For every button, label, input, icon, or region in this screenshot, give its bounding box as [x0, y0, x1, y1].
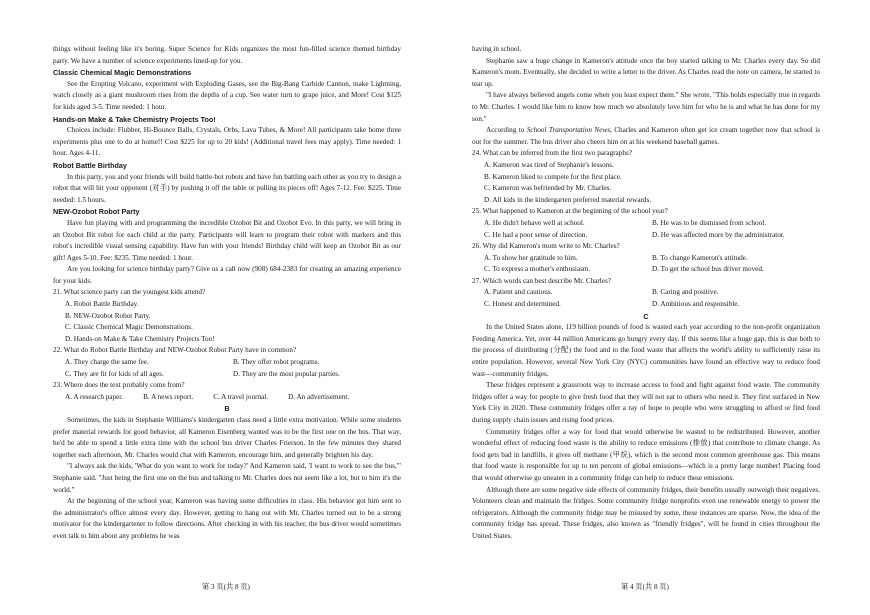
option: A. Robot Battle Birthday.	[65, 300, 139, 309]
question-27: 27. Which words can best describe Mr. Charles?	[472, 276, 611, 285]
option: D. To get the school bus driver moved.	[652, 265, 764, 274]
question-23: 23. Where does the text probably come from?	[53, 381, 185, 390]
question-22: 22. What do Robot Battle Birthday and NEW-Ozobot Robot Party have in common?	[53, 346, 297, 355]
option: A. A research paper.	[65, 392, 124, 401]
question-26: 26. Why did Kameron's mom write to Mr. Charles?	[472, 242, 620, 251]
option-row	[472, 230, 820, 242]
option: D. An advertisement.	[288, 392, 350, 401]
paragraph: Have fun playing with and programming the incredible Ozobot Bit and Ozobot Evo. In this party, we will bring in an Ozobot Bit robot for each child at the party. Participants will learn to program their robot with markers and this robot's incredible visual sensing capability. Have fun with your friends! Birthday child will keep an Ozobot Bit as our gift! Ages 5-10. Fee: $235. Time needed: 1 hour.	[53, 218, 401, 262]
option: B. Kameron liked to compete for the first place.	[484, 172, 622, 181]
section-heading: Robot Battle Birthday	[53, 160, 127, 170]
section-label-b: B	[224, 404, 230, 414]
paragraph: Although there are some negative side effects of community fridges, their benefits usually outweigh their negatives. Volunteers clean and maintain the fridges. Some community fridge nonprofits even use renewable energy to power the refrigerators. Although the community fridge may be misused by some, these instances are sparse. Now, the idea of the community fridge has spread. These fridges, also known as "friendly fridges", will be found in cities throughout the United States.	[472, 485, 820, 540]
page-number-right: 第 4 页(共 8 页)	[621, 583, 669, 591]
paragraph: "I always ask the kids, 'What do you want to work for today?' And Kameron said, 'I want to work to see the bus,'" Stephanie said. "Just being the first one on the bus and talking to Mr. Charles does not seem like a lot, but to him it's the world."	[53, 462, 401, 494]
option-row	[472, 287, 820, 299]
option: D. Ambitious and responsible.	[652, 300, 740, 309]
question-24: 24. What can be inferred from the first two paragraphs?	[472, 149, 632, 158]
paragraph: See the Erupting Volcano, experiment with Exploding Gases, see the Big-Bang Carbide Cannon, make Lightning, watch closely as a giant mushroom rises from the depths of a cup. See water turn to grape juice, and More! Cost $125 for kids aged 3-5. Time needed: 1 hour.	[53, 79, 401, 111]
section-label-c: C	[643, 311, 649, 321]
paragraph: Stephanie saw a huge change in Kameron's attitude once the boy started talking to Mr. Charles every day. So did Kameron's mom. Eventually, she decided to write a letter to the driver. As Charles read the note on camera, he started to tear up.	[472, 56, 820, 88]
option: C. Kameron was befriended by Mr. Charles.	[484, 184, 612, 193]
publication-title: School Transportation News	[526, 126, 610, 135]
option: C. Classic Chemical Magic Demonstrations.	[65, 323, 193, 332]
option-row	[472, 264, 820, 276]
section-heading: NEW-Ozobot Robot Party	[53, 207, 140, 217]
option: A. To show her gratitude to him.	[484, 253, 578, 262]
option-row	[472, 253, 820, 265]
paragraph: At the beginning of the school year, Kameron was having some difficulties in class. His behavior got him sent to the administrator's office almost every day. However, getting to hang out with Mr. Charles turned out to be a strong motivator for the kindergartener to follow directions. After checking in with his teacher, the bus driver would sometimes even talk to him about any problems he was	[53, 497, 401, 540]
section-heading: Hands-on Make & Take Chemistry Projects Too!	[53, 114, 216, 124]
option: D. He was affected more by the administrator.	[652, 230, 785, 239]
option-row	[53, 392, 401, 404]
option: B. He was to be dismissed from school.	[652, 218, 766, 227]
option-row	[53, 369, 401, 381]
option: A. They charge the same fee.	[65, 358, 149, 367]
paragraph: having in school.	[472, 45, 522, 53]
question-21: 21. What science party can the youngest kids attend?	[53, 288, 206, 297]
paragraph: Are you looking for science birthday party? Give us a call now (908) 684-2383 for creating an amazing experience for your kids.	[53, 265, 401, 285]
option: C. A travel journal.	[213, 392, 269, 401]
option: D. All kids in the kindergarten preferred material rewards.	[484, 195, 652, 204]
option: D. Hands-on Make & Take Chemistry Projects Too!	[65, 334, 215, 343]
text-run: According to	[486, 126, 527, 135]
right-column	[472, 44, 820, 572]
option: C. To express a mother's enthusiasm.	[484, 265, 591, 274]
section-heading: Classic Chemical Magic Demonstrations	[53, 68, 192, 78]
option: A. Patient and cautious.	[484, 288, 553, 297]
option: C. They are fit for kids of all ages.	[65, 369, 164, 378]
paragraph: things without feeling like it's boring. Super Science for Kids organizes the most fun-filled science themed birthday party. We have a number of science experiments lined-up for you.	[53, 45, 401, 65]
option-row	[53, 357, 401, 369]
option: B. A news report.	[143, 392, 194, 401]
option: C. Honest and determined.	[484, 300, 561, 309]
paragraph	[472, 125, 820, 148]
paragraph: In the United States alone, 119 billion pounds of food is wasted each year according to the non-profit organization Feeding America. Yet, over 44 million Americans go hungry every day. If this seems like a huge gap, this is due both to the process of distributing (分配) the food and to the food waste that affects the world's ability to sufficiently raise its entire population. However, several New York City (NYC) communities have found an effective way to reduce food wast—community fridges.	[472, 323, 820, 378]
paragraph: "I have always believed angels come when you least expect them." She wrote, "This holds especially true in regards to Mr. Charles. I would like him to know how much we absolutely love him for who he is and what he has done for my son."	[472, 91, 820, 123]
paragraph: Sometimes, the kids in Stephanie Williams's kindergarten class need a little extra motivation. While some students prefer material rewards for good behavior, all Kameron Eisenberg wanted was to be the first one on the bus. That way, he'd be able to spend a little extra time with the school bus driver Charles Frierson. In the few minutes they shared together each afternoon, Mr. Charles would chat with Kameron, encourage him, and generally brighten his day.	[53, 416, 401, 459]
paragraph: These fridges represent a grassroots way to increase access to food and fight against food waste. The community fridges offer a way for people to give fresh food that they will not eat to others who need it. They first surfaced in New York City in 2020. These community fridges offer a ray of hope to people who were struggling to afford or find food during supply chain issues and rising food prices.	[472, 381, 820, 424]
question-25: 25. What happened to Kameron at the beginning of the school year?	[472, 207, 668, 216]
page-number-left: 第 3 页(共 8 页)	[202, 583, 250, 591]
paragraph: In this party, you and your friends will build battle-bot robots and have fun battling each other as you try to design a robot that will hit your opponent (对手) by pushing it off the table or pulling its pieces off! Ages 7-12. Fee: $225. Time needed: 1.5 hours.	[53, 172, 401, 204]
option: B. NEW-Ozobot Robot Party.	[65, 311, 151, 320]
option-row	[472, 299, 820, 311]
text-run: , Charles and Kameron often get ice cream together now that school is out for the summer. The bus driver also cheers him on at his weekend baseball games.	[472, 126, 820, 146]
option: C. He had a poor sense of direction.	[484, 230, 588, 239]
option: A. Kameron was tired of Stephanie's lessons.	[484, 160, 614, 169]
option: B. To change Kameron's attitude.	[652, 253, 748, 262]
paragraph: Community fridges offer a way for food that would otherwise be wasted to be redistributed. However, another wonderful effect of reducing food waste is the ability to reduce emissions (排放) that contribute to climate change. As food gets bad in landfills, it gives off methane (甲烷), which is the second most common greenhouse gas. This means that food waste is responsible for up to ten percent of global emissions—which is a pretty large number! Placing food that would otherwise go uneaten in a community fridge can help to reduce these emissions.	[472, 427, 820, 482]
option: B. They offer robot programs.	[233, 358, 320, 367]
option: A. He didn't behave well at school.	[484, 218, 585, 227]
option: D. They are the most popular parties.	[233, 369, 340, 378]
paragraph: Choices include: Flubber, Hi-Bounce Balls, Crystals, Orbs, Lava Tubes, & More! All participants take home three experiments plus one to do at home!! Cost $225 for up to 20 kids! (Additional travel fees may apply). Time needed: 1 hour. Ages 4-11.	[53, 126, 401, 158]
left-column	[53, 44, 401, 572]
option: B. Caring and positive.	[652, 288, 719, 297]
option-row	[472, 218, 820, 230]
